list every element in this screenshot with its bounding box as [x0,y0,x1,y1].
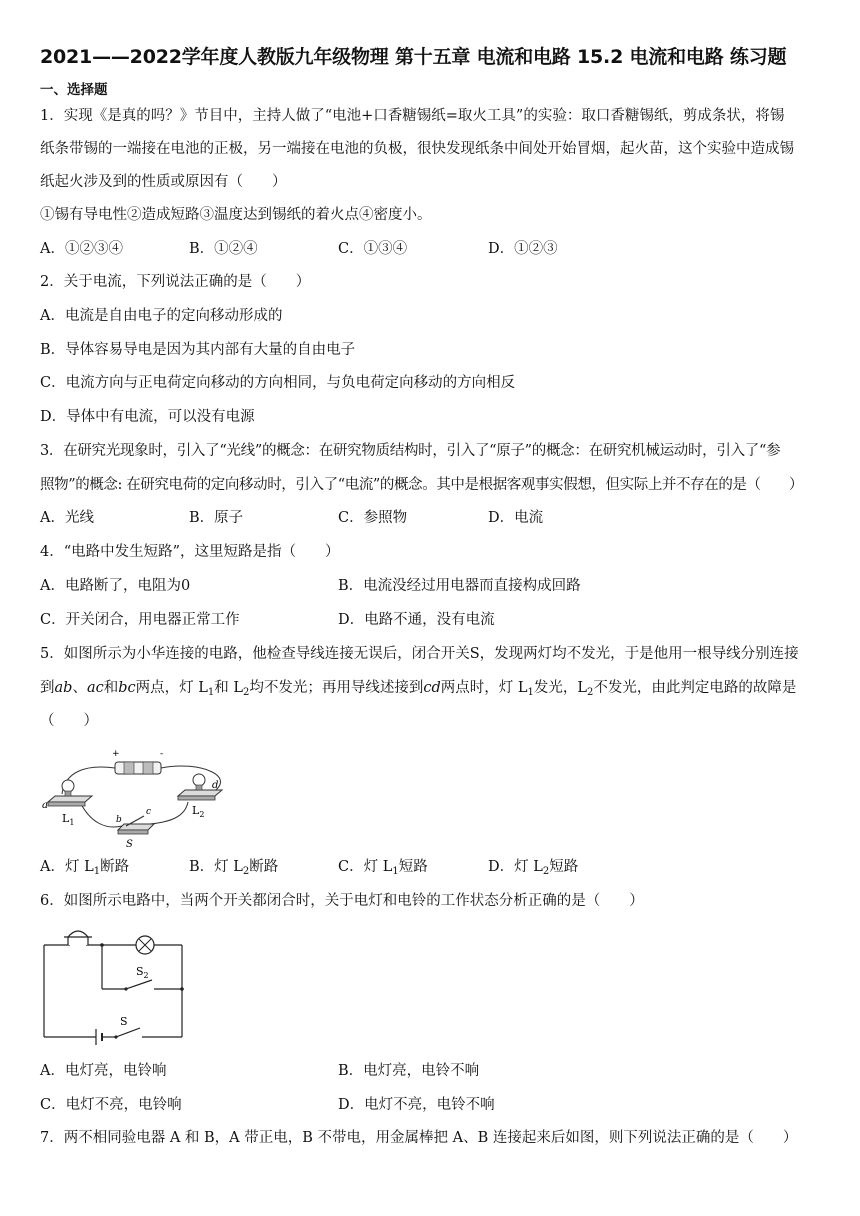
svg-text:S2: $S_2$ [136,965,149,980]
q4-option-d[interactable]: D．电路不通，没有电流 [338,612,495,628]
svg-text:S: S [126,839,133,850]
svg-text:L2: $L_2$ [192,804,205,819]
svg-text:L1: $L_1$ [62,812,75,827]
q5-circuit-figure [40,742,230,852]
q3-option-c[interactable]: C．参照物 [338,510,408,526]
switch-s-icon [114,1015,140,1039]
battery-icon [96,1029,102,1045]
q1-option-c[interactable]: C．①③④ [338,241,408,257]
lamp-l2-icon [178,774,222,819]
svg-text:-: - [160,749,164,759]
q7-stem: 7．两不相同验电器 A 和 B，A 带正电，B 不带电，用金属棒把 A、B 连接起来后如图，则下列说法正确的是（ ） [40,1130,798,1146]
q6-option-a[interactable]: A．电灯亮，电铃响 [40,1063,167,1079]
q5-option-d[interactable]: D．灯 $L_2$短路 [488,859,579,877]
svg-text:d: d [212,780,219,791]
q2-option-b[interactable]: B．导体容易导电是因为其内部有大量的自由电子 [40,342,356,358]
q1-option-d[interactable]: D．①②③ [488,241,558,257]
svg-text:+: + [112,749,120,759]
q1-line-4: ①锡有导电性②造成短路③温度达到锡纸的着火点④密度小。 [40,207,432,223]
q1-line-2: 纸条带锡的一端接在电池的正极，另一端接在电池的负极，很快发现纸条中间处开始冒烟，起火苗，这个实验中造成锡 [40,141,794,157]
q4-stem: 4．“电路中发生短路”，这里短路是指（ ） [40,544,340,560]
q1-option-b[interactable]: B．①②④ [189,241,258,257]
q3-option-d[interactable]: D．电流 [488,510,544,526]
svg-text:c: c [146,807,152,817]
q5-option-c[interactable]: C．灯 $L_1$短路 [338,859,428,877]
q3-option-b[interactable]: B．原子 [189,510,244,526]
q1-line-3: 纸起火涉及到的性质或原因有（ ） [40,174,287,190]
q3-line-2: 照物”的概念: 在研究电荷的定向移动时，引入了“电流”的概念。其中是根据客观事实假想，但实际上并不存在的是（ ） [40,477,803,493]
q3-line-1: 3．在研究光现象时，引入了“光线”的概念：在研究物质结构时，引入了“原子”的概念：在研究机械运动时，引入了“参 [40,443,781,459]
q2-option-a[interactable]: A．电流是自由电子的定向移动形成的 [40,308,283,324]
q6-stem: 6．如图所示电路中，当两个开关都闭合时，关于电灯和电铃的工作状态分析正确的是（ ） [40,893,644,909]
switch-s2-icon [124,965,183,991]
q6-option-d[interactable]: D．电灯不亮，电铃不响 [338,1097,495,1113]
q4-option-a[interactable]: A．电路断了，电阻为0 [40,578,191,594]
lamp-icon [136,936,154,954]
q5-line-3: （ ） [40,713,98,729]
q4-option-b[interactable]: B．电流没经过用电器而直接构成回路 [338,578,581,594]
q6-option-b[interactable]: B．电灯亮，电铃不响 [338,1063,480,1079]
q1-option-a[interactable]: A．①②③④ [40,241,123,257]
q5-line-1: 5．如图所示为小华连接的电路，他检查导线连接无误后，闭合开关S，发现两灯均不发光，于是他用一根导线分别连接 [40,646,799,662]
q5-option-a[interactable]: A．灯 $L_1$断路 [40,859,130,877]
q5-line-2: 到ab、ac和bc两点，灯 $L_1$和 $L_2$均不发光；再用导线述接到cd两点时，灯 $L_1$发光，$L_2$不发光，由此判定电路的故障是 [40,680,797,698]
q2-option-c[interactable]: C．电流方向与正电荷定向移动的方向相同，与负电荷定向移动的方向相反 [40,375,516,391]
svg-text:S: S [120,1015,128,1028]
svg-text:b: b [116,815,122,825]
lamp-l1-icon [42,780,92,827]
section-heading: 一、选择题 [40,82,108,98]
q6-circuit-figure [40,925,190,1045]
q4-option-c[interactable]: C．开关闭合，用电器正常工作 [40,612,240,628]
q6-option-c[interactable]: C．电灯不亮，电铃响 [40,1097,182,1113]
q3-option-a[interactable]: A．光线 [40,510,94,526]
battery-icon [112,749,163,774]
switch-s-icon [116,807,154,850]
svg-text:a: a [42,800,48,811]
page-title: 2021——2022学年度人教版九年级物理 第十五章 电流和电路 15.2 电流和电路 练习题 [40,46,787,68]
q5-option-b[interactable]: B．灯 $L_2$断路 [189,859,279,877]
q1-line-1: 1．实现《是真的吗？》节目中，主持人做了“电池+口香糖锡纸=取火工具”的实验：取口香糖锡纸，剪成条状，将锡 [40,108,785,124]
q2-stem: 2．关于电流，下列说法正确的是（ ） [40,274,311,290]
bell-icon [64,931,92,945]
q2-option-d[interactable]: D．导体中有电流，可以没有电源 [40,409,255,425]
